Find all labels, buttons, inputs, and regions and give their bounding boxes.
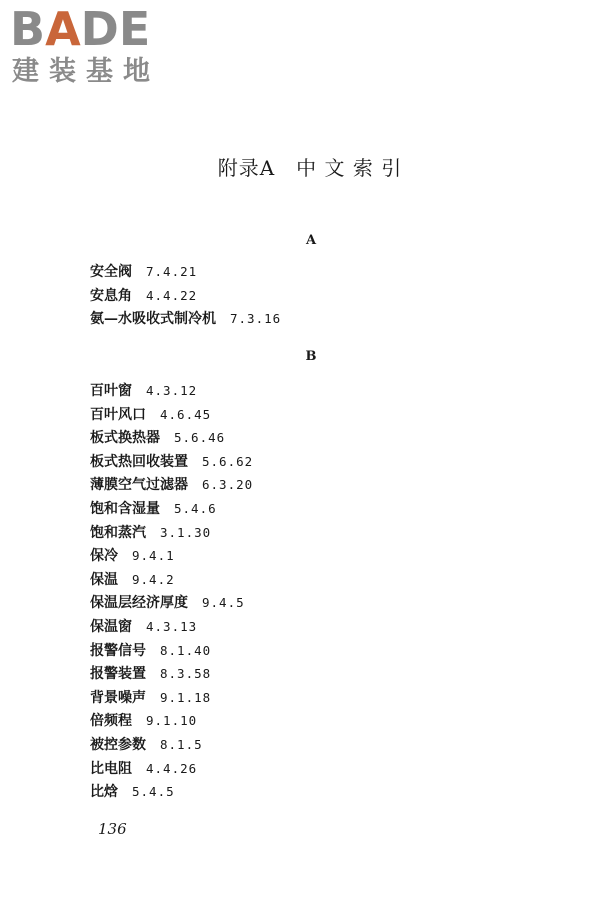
index-term: 百叶窗 <box>90 383 132 399</box>
index-term: 安息角 <box>90 287 132 304</box>
index-entry <box>90 307 281 331</box>
index-entry <box>90 780 253 804</box>
index-ref: 8.1.40 <box>160 642 212 658</box>
index-term: 报警装置 <box>90 666 146 683</box>
index-entry <box>90 709 253 733</box>
index-ref: 9.4.1 <box>132 548 175 564</box>
index-term: 安全阀 <box>90 264 132 280</box>
index-ref: 9.1.10 <box>146 713 198 729</box>
section-letter-b: B <box>305 349 317 364</box>
index-entry <box>90 497 253 521</box>
index-entry <box>90 591 253 615</box>
index-ref: 4.3.13 <box>146 618 198 634</box>
index-entry <box>90 426 253 450</box>
index-term: 板式热回收装置 <box>90 453 188 470</box>
index-ref: 9.4.2 <box>132 571 175 587</box>
index-entry <box>90 450 253 474</box>
index-term: 保温层经济厚度 <box>90 595 188 612</box>
logo-subtitle: 建装基地 <box>12 56 160 87</box>
index-ref: 8.1.5 <box>160 736 203 752</box>
index-term: 比电阻 <box>90 760 132 777</box>
index-entry <box>90 686 253 710</box>
index-term: 百叶风口 <box>90 406 146 423</box>
index-ref: 4.6.45 <box>160 406 212 422</box>
section-letter-a: A <box>305 233 317 248</box>
index-ref: 3.1.30 <box>160 524 212 540</box>
index-term: 饱和蒸汽 <box>90 524 146 541</box>
index-term: 薄膜空气过滤器 <box>90 477 188 494</box>
index-entry <box>90 260 281 284</box>
index-ref: 4.4.22 <box>146 287 198 303</box>
index-list-b <box>90 379 253 804</box>
index-entry <box>90 403 253 427</box>
index-ref: 6.3.20 <box>202 477 254 493</box>
index-term: 背景噪声 <box>90 689 146 706</box>
index-term: 报警信号 <box>90 642 146 659</box>
index-term: 饱和含湿量 <box>90 500 160 517</box>
index-ref: 9.4.5 <box>202 595 245 611</box>
index-term: 被控参数 <box>90 736 146 753</box>
index-entry <box>90 639 253 663</box>
index-term: 板式换热器 <box>90 430 160 447</box>
index-ref: 7.4.21 <box>146 264 198 279</box>
index-term: 比焓 <box>90 784 118 801</box>
index-ref: 5.4.5 <box>132 784 175 800</box>
page-number: 136 <box>98 820 127 838</box>
index-ref: 5.6.62 <box>202 453 254 469</box>
index-ref: 7.3.16 <box>230 311 282 327</box>
index-ref: 4.3.12 <box>146 383 198 398</box>
index-entry <box>90 615 253 639</box>
index-entry <box>90 544 253 568</box>
index-ref: 9.1.18 <box>160 689 212 705</box>
index-list-a <box>90 260 281 331</box>
index-ref: 5.6.46 <box>174 430 226 446</box>
brand-logo <box>10 4 180 90</box>
index-term: 保温窗 <box>90 618 132 635</box>
index-entry <box>90 662 253 686</box>
logo-wordmark: BADE <box>10 2 151 56</box>
index-ref: 5.4.6 <box>174 500 217 516</box>
page-title: 附录A 中 文 索 引 <box>217 156 403 180</box>
index-entry <box>90 757 253 781</box>
index-entry <box>90 521 253 545</box>
index-ref: 8.3.58 <box>160 666 212 682</box>
index-term: 氨—水吸收式制冷机 <box>90 311 216 328</box>
index-term: 保冷 <box>90 548 118 565</box>
index-entry <box>90 568 253 592</box>
index-term: 倍频程 <box>90 713 132 730</box>
index-entry <box>90 733 253 757</box>
index-entry <box>90 284 281 308</box>
index-entry <box>90 473 253 497</box>
index-ref: 4.4.26 <box>146 760 198 776</box>
index-entry <box>90 379 253 403</box>
index-term: 保温 <box>90 571 118 588</box>
